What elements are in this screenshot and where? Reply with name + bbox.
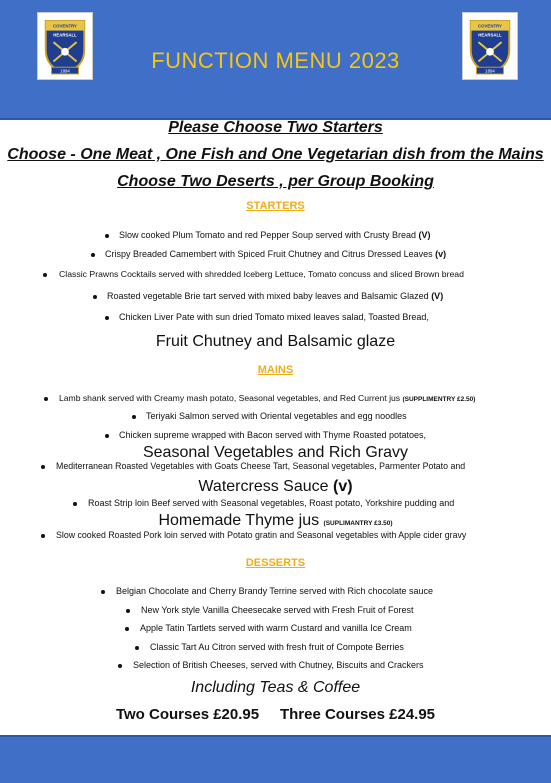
svg-text:1894: 1894	[60, 68, 70, 74]
dessert-item: New York style Vanilla Cheesecake served with Fresh Fruit of Forest	[141, 605, 414, 615]
bullet-icon	[135, 646, 139, 650]
starter-item: Crispy Breaded Camembert with Spiced Fruit Chutney and Citrus Dressed Leaves (v)	[105, 249, 447, 259]
main-item: Roast Strip loin Beef served with Seasonal vegetables, Roast potato, Yorkshire pudding and	[88, 498, 455, 508]
main-item-continued: Seasonal Vegetables and Rich Gravy	[142, 444, 409, 461]
main-item: Teriyaki Salmon served with Oriental vegetables and egg noodles	[146, 411, 407, 421]
instruction-mains: Choose - One Meat , One Fish and One Vegetarian dish from the Mains	[7, 146, 544, 163]
course-prices	[0, 706, 551, 723]
main-item: Mediterranean Roasted Vegetables with Goats Cheese Tart, Seasonal vegetables, Parmenter Potato and	[56, 461, 466, 471]
bullet-icon	[91, 253, 95, 257]
bullet-icon	[93, 295, 97, 299]
main-item: Lamb shank served with Creamy mash potato, Seasonal vegetables, and Red Current jus (SUPPLIMENTRY £2.50)	[59, 393, 476, 403]
bullet-icon	[44, 397, 48, 401]
svg-text:HEARSALL: HEARSALL	[478, 32, 502, 38]
starter-item: Classic Prawns Cocktails served with shredded Iceberg Lettuce, Tomato concuss and sliced Brown bread	[59, 269, 464, 279]
dessert-item: Belgian Chocolate and Cherry Brandy Terrine served with Rich chocolate sauce	[116, 586, 434, 596]
starter-item: Slow cooked Plum Tomato and red Pepper Soup served with Crusty Bread (V)	[119, 230, 431, 240]
mains-heading: MAINS	[257, 364, 294, 376]
instruction-starters: Please Choose Two Starters	[168, 119, 383, 136]
dessert-item: Selection of British Cheeses, served with Chutney, Biscuits and Crackers	[133, 660, 424, 670]
starters-heading: STARTERS	[246, 200, 305, 212]
three-courses-price: Three Courses £24.95	[279, 706, 436, 723]
svg-text:1894: 1894	[485, 68, 495, 74]
starter-item-continued: Fruit Chutney and Balsamic glaze	[155, 333, 396, 350]
bullet-icon	[105, 316, 109, 320]
bullet-icon	[126, 609, 130, 613]
svg-text:COVENTRY: COVENTRY	[53, 23, 77, 29]
bullet-icon	[43, 273, 47, 277]
teas-coffee-note: Including Teas & Coffee	[190, 679, 361, 696]
bullet-icon	[41, 465, 45, 469]
dessert-item: Apple Tatin Tartlets served with warm Custard and vanilla Ice Cream	[140, 623, 412, 633]
bullet-icon	[41, 534, 45, 538]
starter-item: Roasted vegetable Brie tart served with mixed baby leaves and Balsamic Glazed (V)	[107, 291, 444, 301]
bullet-icon	[101, 590, 105, 594]
dessert-item: Classic Tart Au Citron served with fresh fruit of Compote Berries	[150, 642, 404, 652]
bullet-icon	[118, 664, 122, 668]
main-item: Slow cooked Roasted Pork loin served with Potato gratin and Seasonal vegetables with Apple cider gravy	[56, 530, 467, 540]
bullet-icon	[73, 502, 77, 506]
bullet-icon	[105, 434, 109, 438]
svg-text:COVENTRY: COVENTRY	[478, 23, 502, 29]
starter-item: Chicken Liver Pate with sun dried Tomato mixed leaves salad, Toasted Bread,	[119, 312, 429, 322]
bullet-icon	[125, 627, 129, 631]
main-item: Chicken supreme wrapped with Bacon served with Thyme Roasted potatoes,	[119, 430, 426, 440]
two-courses-price: Two Courses £20.95	[115, 706, 260, 723]
page-title: FUNCTION MENU 2023	[151, 48, 400, 73]
bullet-icon	[105, 234, 109, 238]
instruction-desserts: Choose Two Deserts , per Group Booking	[117, 173, 434, 190]
bullet-icon	[132, 415, 136, 419]
main-item-continued: Homemade Thyme jus (SUPLIMANTRY £3.50)	[158, 512, 393, 529]
main-item-continued: Watercress Sauce (v)	[198, 478, 353, 495]
desserts-heading: DESSERTS	[245, 557, 306, 569]
svg-text:HEARSALL: HEARSALL	[53, 32, 77, 38]
footer-band	[0, 735, 551, 783]
